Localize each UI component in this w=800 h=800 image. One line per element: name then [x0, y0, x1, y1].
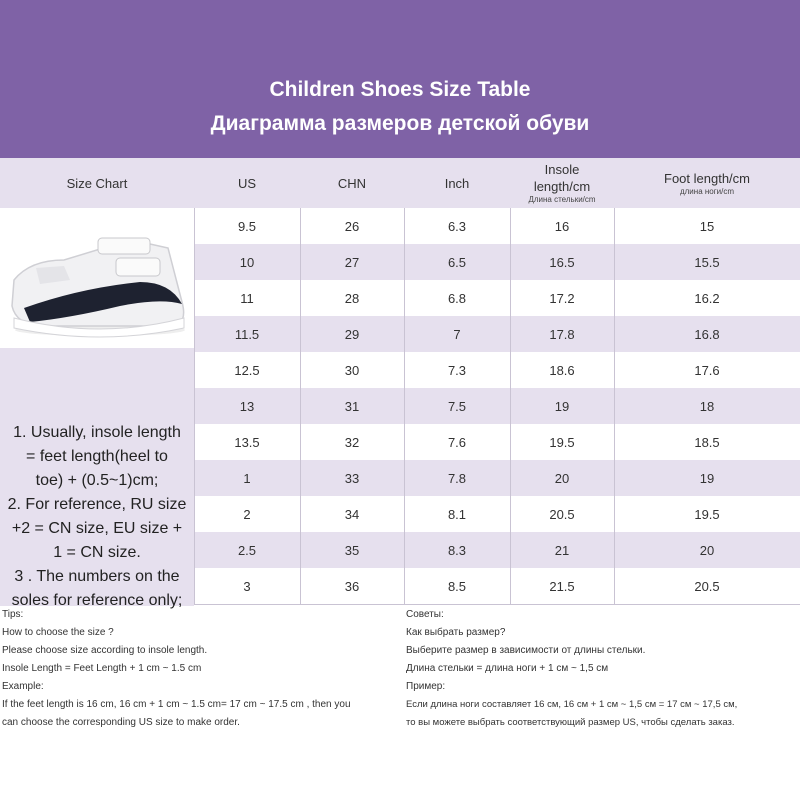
- column-divider: [300, 244, 301, 280]
- cell-us: 12.5: [234, 362, 260, 378]
- column-divider: [404, 280, 405, 316]
- column-divider: [510, 388, 511, 424]
- cell-foot: 15: [699, 218, 715, 234]
- column-divider: [194, 244, 195, 280]
- cell-us: 11.5: [234, 326, 260, 342]
- header-foot-length: Foot length/cm длина ноги/cm: [664, 170, 750, 196]
- table-row: [194, 208, 800, 245]
- column-divider: [510, 208, 511, 244]
- cell-insole: 19: [554, 398, 570, 414]
- header-insole: Insole length/cm Длина стельки/cm: [528, 162, 596, 204]
- title-russian: Диаграмма размеров детской обуви: [210, 112, 590, 135]
- cell-us: 10: [239, 254, 255, 270]
- table-row: [194, 496, 800, 533]
- cell-insole: 20.5: [549, 506, 575, 522]
- cell-inch: 8.3: [447, 542, 467, 558]
- column-divider: [510, 244, 511, 280]
- column-divider: [194, 496, 195, 532]
- cell-foot: 19: [699, 470, 715, 486]
- column-divider: [194, 316, 195, 352]
- cell-us: 11: [240, 290, 254, 306]
- column-divider: [510, 568, 511, 604]
- column-divider: [300, 424, 301, 460]
- cell-insole: 17.2: [549, 290, 575, 306]
- cell-chn: 32: [344, 434, 360, 450]
- column-divider: [404, 388, 405, 424]
- column-divider: [404, 532, 405, 568]
- title-english: Children Shoes Size Table: [269, 78, 531, 101]
- cell-foot: 15.5: [694, 254, 720, 270]
- cell-us: 3: [243, 578, 251, 594]
- cell-inch: 7: [453, 326, 461, 342]
- cell-us: 1: [243, 470, 251, 486]
- cell-foot: 18.5: [694, 434, 720, 450]
- cell-chn: 33: [344, 470, 360, 486]
- cell-insole: 16: [554, 218, 570, 234]
- column-divider: [404, 244, 405, 280]
- column-divider: [614, 280, 615, 316]
- column-divider: [404, 568, 405, 604]
- column-divider: [510, 496, 511, 532]
- cell-us: 13: [239, 398, 255, 414]
- table-header-row: [0, 158, 800, 209]
- column-divider: [194, 460, 195, 496]
- cell-chn: 30: [344, 362, 360, 378]
- column-divider: [404, 460, 405, 496]
- column-divider: [300, 388, 301, 424]
- column-divider: [614, 424, 615, 460]
- table-row: [194, 352, 800, 389]
- column-divider: [194, 352, 195, 388]
- column-divider: [404, 208, 405, 244]
- table-row: [194, 244, 800, 281]
- cell-foot: 18: [699, 398, 715, 414]
- column-divider: [194, 568, 195, 604]
- cell-foot: 20: [699, 542, 715, 558]
- cell-us: 2.5: [237, 542, 257, 558]
- column-divider: [300, 352, 301, 388]
- cell-us: 2: [243, 506, 251, 522]
- cell-insole: 20: [554, 470, 570, 486]
- column-divider: [510, 424, 511, 460]
- column-divider: [510, 352, 511, 388]
- cell-us: 9.5: [237, 218, 257, 234]
- cell-inch: 6.8: [447, 290, 467, 306]
- header-inch: Inch: [444, 175, 470, 191]
- cell-inch: 8.5: [447, 578, 467, 594]
- column-divider: [404, 352, 405, 388]
- column-divider: [194, 424, 195, 460]
- table-row: [194, 568, 800, 605]
- column-divider: [614, 568, 615, 604]
- cell-us: 13.5: [234, 434, 260, 450]
- cell-inch: 7.6: [447, 434, 467, 450]
- table-row: [194, 388, 800, 425]
- shoe-image: [0, 208, 194, 348]
- cell-chn: 34: [344, 506, 360, 522]
- cell-insole: 21: [554, 542, 570, 558]
- cell-chn: 31: [344, 398, 360, 414]
- column-divider: [300, 208, 301, 244]
- column-divider: [614, 532, 615, 568]
- column-divider: [194, 388, 195, 424]
- column-divider: [300, 316, 301, 352]
- column-divider: [300, 568, 301, 604]
- column-divider: [510, 316, 511, 352]
- column-divider: [614, 316, 615, 352]
- column-divider: [614, 388, 615, 424]
- cell-foot: 17.6: [694, 362, 720, 378]
- cell-insole: 19.5: [549, 434, 575, 450]
- cell-insole: 21.5: [549, 578, 575, 594]
- cell-insole: 16.5: [549, 254, 575, 270]
- tips-russian: Советы: Как выбрать размер? Выберите размер в зависимости от длины стельки. Длина стельки = длина ноги + 1 см ~ 1,5 см Пример: Если длина ноги составляет 16 см, 16 см + 1 см ~ 1,5 см = 17 см ~ 17,5 см, то вы можете выбрать соответствующий размер US, чтобы сделать заказ.: [406, 609, 738, 728]
- cell-foot: 16.8: [694, 326, 720, 342]
- column-divider: [614, 208, 615, 244]
- column-divider: [614, 244, 615, 280]
- table-row: [194, 280, 800, 317]
- column-divider: [510, 280, 511, 316]
- column-divider: [194, 208, 195, 244]
- cell-chn: 35: [344, 542, 360, 558]
- column-divider: [300, 496, 301, 532]
- column-divider: [300, 532, 301, 568]
- cell-chn: 26: [344, 218, 360, 234]
- cell-foot: 20.5: [694, 578, 720, 594]
- column-divider: [404, 496, 405, 532]
- tips-english: Tips: How to choose the size ? Please choose size according to insole length. Insole Length = Feet Length + 1 cm ~ 1.5 cm Example: If the feet length is 16 cm, 16 cm + 1 cm ~ 1.5 cm= 17 cm ~ 17.5 cm , then you can choose the corresponding US size to make order.: [2, 609, 351, 728]
- cell-chn: 27: [344, 254, 360, 270]
- table-row: [194, 532, 800, 569]
- size-notes: 1. Usually, insole length = feet length(heel to toe) + (0.5~1)cm; 2. For reference, RU size +2 = CN size, EU size + 1 = CN size. 3 . The numbers on the soles for reference only;: [7, 424, 187, 609]
- cell-inch: 8.1: [447, 506, 467, 522]
- column-divider: [510, 460, 511, 496]
- table-row: [194, 424, 800, 461]
- cell-foot: 19.5: [694, 506, 720, 522]
- table-row: [194, 316, 800, 353]
- header-size-chart: Size Chart: [66, 175, 128, 191]
- cell-foot: 16.2: [694, 290, 720, 306]
- cell-chn: 29: [344, 326, 360, 342]
- cell-insole: 17.8: [549, 326, 575, 342]
- cell-inch: 7.3: [447, 362, 467, 378]
- left-panel: [0, 208, 194, 609]
- cell-inch: 6.3: [447, 218, 467, 234]
- table-row: [194, 460, 800, 497]
- cell-inch: 6.5: [447, 254, 467, 270]
- header-us: US: [237, 175, 257, 191]
- column-divider: [614, 460, 615, 496]
- column-divider: [614, 352, 615, 388]
- column-divider: [404, 316, 405, 352]
- cell-chn: 36: [344, 578, 360, 594]
- cell-inch: 7.8: [447, 470, 467, 486]
- header-chn: CHN: [337, 175, 367, 191]
- cell-chn: 28: [344, 290, 360, 306]
- column-divider: [300, 280, 301, 316]
- cell-inch: 7.5: [447, 398, 467, 414]
- column-divider: [194, 532, 195, 568]
- column-divider: [614, 496, 615, 532]
- column-divider: [510, 532, 511, 568]
- cell-insole: 18.6: [549, 362, 575, 378]
- column-divider: [404, 424, 405, 460]
- column-divider: [300, 460, 301, 496]
- column-divider: [194, 280, 195, 316]
- title-banner: [0, 0, 800, 158]
